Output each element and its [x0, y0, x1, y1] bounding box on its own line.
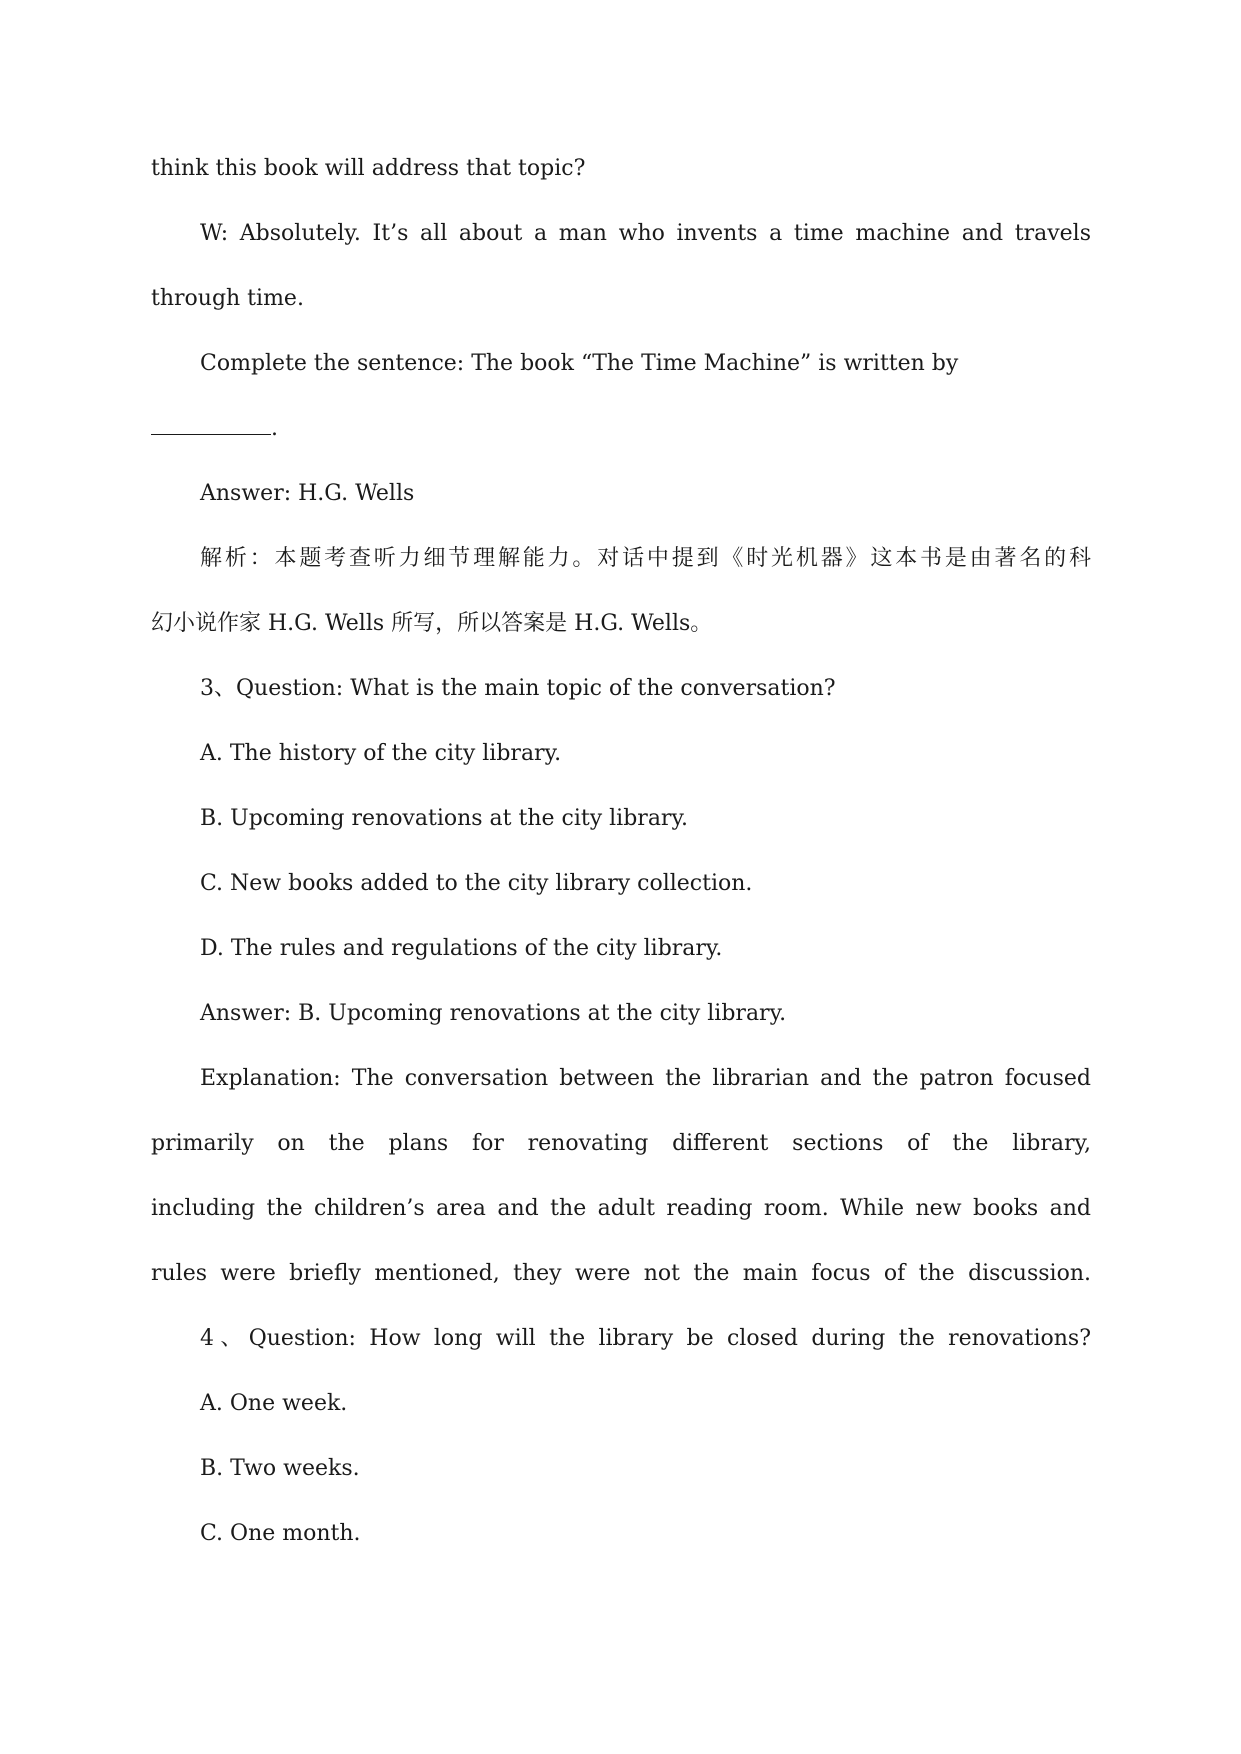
- analysis-line: 解析：本题考查听力细节理解能力。对话中提到《时光机器》这本书是由著名的科: [200, 546, 1091, 571]
- dialogue-line: W: Absolutely. It’s all about a man who invents a time machine and travels: [200, 221, 1091, 246]
- text-line: through time.: [151, 286, 304, 311]
- option-b: B. Two weeks.: [200, 1456, 360, 1481]
- option-a: A. One week.: [200, 1391, 348, 1416]
- blank-suffix: .: [271, 416, 278, 441]
- question-heading: 3、Question: What is the main topic of the conversation?: [200, 676, 836, 701]
- explanation-line: Explanation: The conversation between the librarian and the patron focused: [200, 1066, 1091, 1091]
- option-a: A. The history of the city library.: [200, 741, 562, 766]
- document-page: [151, 136, 1091, 1566]
- question-prompt: Complete the sentence: The book “The Time Machine” is written by: [200, 351, 959, 376]
- text-line: think this book will address that topic?: [151, 156, 586, 181]
- explanation-line: including the children’s area and the adult reading room. While new books and: [151, 1196, 1091, 1221]
- option-c: C. One month.: [200, 1521, 361, 1546]
- explanation-line: rules were briefly mentioned, they were not the main focus of the discussion.: [151, 1261, 1091, 1286]
- explanation-line: primarily on the plans for renovating different sections of the library,: [151, 1131, 1091, 1156]
- answer-line: Answer: B. Upcoming renovations at the city library.: [200, 1001, 787, 1026]
- answer-line: Answer: H.G. Wells: [200, 481, 415, 506]
- option-b: B. Upcoming renovations at the city library.: [200, 806, 688, 831]
- fill-in-blank: [151, 396, 271, 435]
- option-c: C. New books added to the city library collection.: [200, 871, 753, 896]
- option-d: D. The rules and regulations of the city library.: [200, 936, 723, 961]
- analysis-line: 幻小说作家 H.G. Wells 所写，所以答案是 H.G. Wells。: [151, 611, 713, 636]
- question-heading: 4、Question: How long will the library be closed during the renovations?: [200, 1326, 1091, 1351]
- answer-blank-line: [151, 396, 1091, 461]
